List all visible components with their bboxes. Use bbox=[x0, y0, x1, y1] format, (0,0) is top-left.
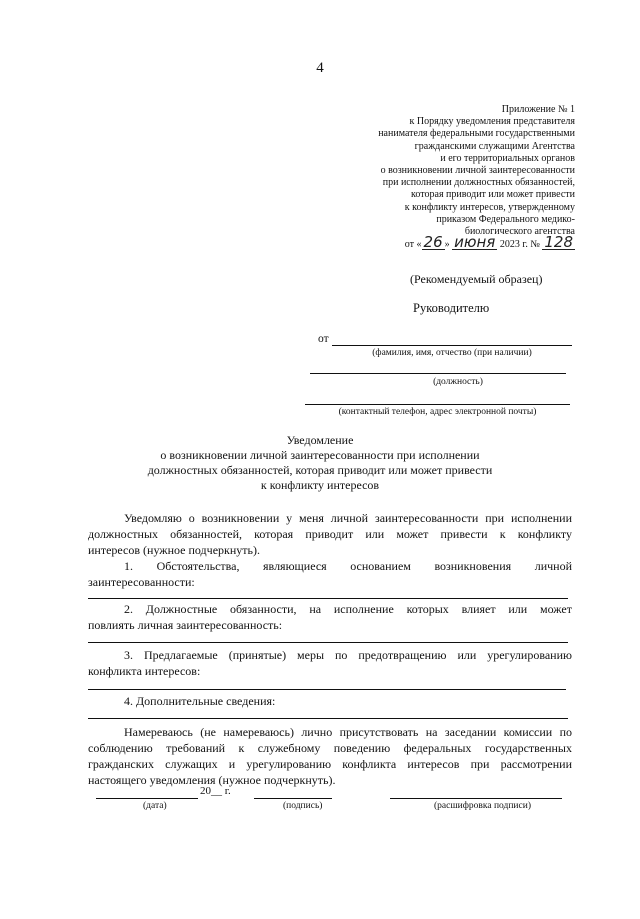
text-line: гражданских служащих и урегулированию конфликта интересов при рассмотрении bbox=[88, 757, 572, 771]
text-line: Намереваюсь (не намереваюсь) лично присутствовать на заседании комиссии по bbox=[124, 725, 572, 739]
text-line: повлиять личная заинтересованность: bbox=[88, 618, 283, 632]
item-1-answer-line[interactable] bbox=[88, 598, 568, 599]
contacts-field-line[interactable] bbox=[305, 404, 570, 405]
signature-decode-field-line[interactable] bbox=[390, 798, 562, 799]
addressee: Руководителю bbox=[413, 301, 490, 315]
order-date-number bbox=[360, 233, 575, 251]
text-line: соблюдению требований к служебному поведению федеральных государственных bbox=[88, 741, 572, 755]
notice-title bbox=[0, 433, 640, 493]
order-mid: » bbox=[444, 239, 453, 250]
position-caption: (должность) bbox=[433, 377, 483, 387]
title-line: Уведомление bbox=[286, 433, 354, 447]
order-day-handwritten: 26 bbox=[423, 233, 443, 251]
sample-label: (Рекомендуемый образец) bbox=[410, 272, 543, 286]
text-line: 4. Дополнительные сведения: bbox=[124, 694, 276, 708]
from-label: от bbox=[318, 333, 329, 345]
appendix-line: которая приводит или может привести bbox=[411, 189, 575, 201]
date-field-line[interactable] bbox=[96, 798, 198, 799]
appendix-line: Приложение № 1 bbox=[501, 104, 575, 115]
text-line: интересов (нужное подчеркнуть). bbox=[88, 543, 260, 557]
text-line: настоящего уведомления (нужное подчеркнуть). bbox=[88, 773, 336, 787]
title-line: должностных обязанностей, которая приводит или может привести bbox=[147, 463, 493, 477]
text-line: должностных обязанностей, которая приводит или может привести к конфликту bbox=[88, 527, 572, 541]
text-line: 1. Обстоятельства, являющиеся основанием возникновения личной bbox=[124, 559, 572, 573]
appendix-line: к конфликту интересов, утвержденному bbox=[404, 201, 575, 213]
appendix-line: нанимателя федеральными государственными bbox=[378, 128, 575, 140]
name-field-line[interactable] bbox=[332, 345, 572, 346]
item-3 bbox=[88, 647, 572, 679]
item-1 bbox=[88, 558, 572, 590]
item-3-answer-line[interactable] bbox=[88, 689, 566, 690]
appendix-line: при исполнении должностных обязанностей, bbox=[382, 177, 575, 189]
page-number: 4 bbox=[316, 60, 324, 76]
order-month-handwritten: июня bbox=[454, 233, 496, 251]
signature-caption: (подпись) bbox=[283, 801, 323, 811]
appendix-line: к Порядку уведомления представителя bbox=[409, 116, 575, 128]
appendix-block bbox=[330, 104, 575, 238]
signature-field-line[interactable] bbox=[254, 798, 332, 799]
text-line: 2. Должностные обязанности, на исполнение которых влияет или может bbox=[124, 602, 572, 616]
contacts-caption: (контактный телефон, адрес электронной почты) bbox=[338, 407, 537, 417]
appendix-line: биологического агентства bbox=[464, 226, 575, 238]
appendix-line: и его территориальных органов bbox=[440, 152, 575, 164]
intro-paragraph bbox=[88, 510, 572, 558]
year-text: 20__ г. bbox=[200, 785, 231, 797]
appendix-line: гражданскими служащими Агентства bbox=[414, 140, 575, 152]
date-caption: (дата) bbox=[143, 801, 167, 811]
item-2 bbox=[88, 601, 572, 633]
item-2-answer-line[interactable] bbox=[88, 642, 568, 643]
item-4-answer-line[interactable] bbox=[88, 718, 568, 719]
order-prefix: от « bbox=[404, 239, 422, 250]
text-line: 3. Предлагаемые (принятые) меры по предотвращению или урегулированию bbox=[124, 648, 572, 662]
order-year: 2023 г. № bbox=[497, 239, 543, 250]
position-field-line[interactable] bbox=[310, 373, 566, 374]
appendix-line: приказом Федерального медико- bbox=[436, 213, 575, 225]
title-line: о возникновении личной заинтересованности при исполнении bbox=[160, 448, 480, 462]
text-line: конфликта интересов: bbox=[88, 664, 201, 678]
name-caption: (фамилия, имя, отчество (при наличии) bbox=[372, 348, 532, 358]
appendix-line: о возникновении личной заинтересованности bbox=[380, 165, 575, 177]
final-paragraph bbox=[88, 724, 572, 788]
decode-caption: (расшифровка подписи) bbox=[434, 801, 531, 811]
text-line: Уведомляю о возникновении у меня личной заинтересованности при исполнении bbox=[124, 511, 572, 525]
order-number-handwritten: 128 bbox=[544, 233, 573, 251]
text-line: заинтересованности: bbox=[88, 575, 195, 589]
item-4 bbox=[88, 693, 572, 709]
title-line: к конфликту интересов bbox=[260, 478, 380, 492]
